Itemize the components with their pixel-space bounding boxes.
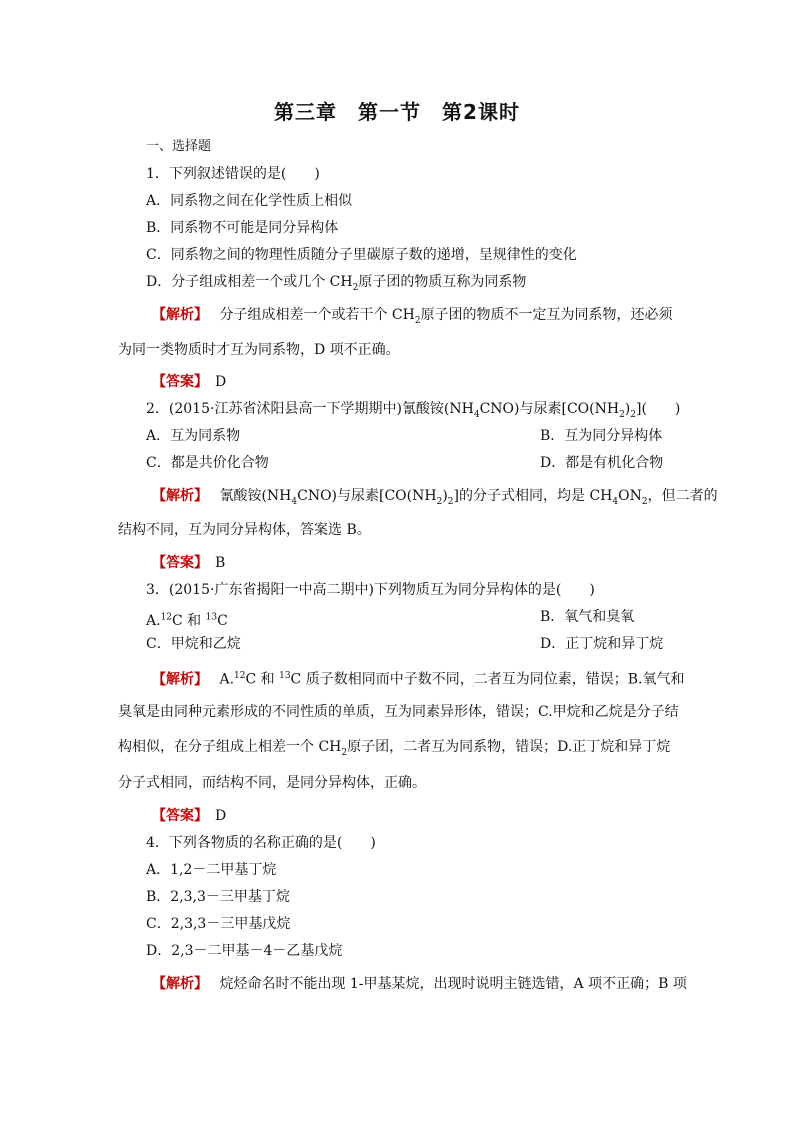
q3-analysis-line2: 臭氧是由同种元素形成的不同性质的单质，互为同素异形体，错误；C.甲烷和乙烷是分子结 bbox=[118, 704, 679, 720]
answer-tag: 【 答案 】 bbox=[152, 374, 201, 390]
q4-option-a: A．1,2－二甲基丁烷 bbox=[146, 862, 277, 878]
analysis-tag: 【 解析 】 bbox=[152, 488, 201, 504]
q2-analysis: 【 解析 】 氰酸铵$(NH_4CNO)$与尿素$[CO(NH_2)_2]$的分子式相同，均是 $CH_4ON_2$，但二者的 bbox=[152, 486, 718, 512]
q1-analysis-cont: 为同一类物质时才互为同系物，D 项不正确。 bbox=[118, 342, 400, 358]
q3-analysis: 【 解析 】 A.$^{12}$C 和 $^{13}$C 质子数相同而中子数不同，二者互为同位素，错误；B.氧气和 bbox=[152, 666, 684, 690]
q3-answer: 【 答案 】 D bbox=[152, 806, 226, 826]
q3-option-c: C．甲烷和乙烷 bbox=[146, 636, 241, 652]
q3-analysis-line4: 分子式相同，而结构不同，是同分异构体，正确。 bbox=[118, 775, 426, 791]
q4-option-c: C．2,3,3－三甲基戊烷 bbox=[146, 916, 291, 932]
q3-option-d: D．正丁烷和异丁烷 bbox=[540, 636, 664, 652]
q2-options-row1 bbox=[146, 426, 663, 446]
q4-option-d: D．2,3－二甲基－4－乙基戊烷 bbox=[146, 943, 343, 959]
analysis-tag: 【 解析 】 bbox=[152, 307, 201, 323]
analysis-tag: 【 解析 】 bbox=[152, 976, 201, 992]
q2-analysis-cont: 结构不同，互为同分异构体，答案选 B。 bbox=[118, 522, 371, 538]
q1-option-b: B．同系物不可能是同分异构体 bbox=[146, 220, 339, 236]
analysis-tag: 【 解析 】 bbox=[152, 672, 201, 688]
q3-option-a: A.$^{12}$C 和 $^{13}$C bbox=[146, 612, 228, 629]
q4-option-b: B．2,3,3－三甲基丁烷 bbox=[146, 889, 290, 905]
q1-option-c: C．同系物之间的物理性质随分子里碳原子数的递增，呈规律性的变化 bbox=[146, 247, 577, 263]
q3-options-row1 bbox=[146, 607, 635, 631]
q2-option-c: C．都是共价化合物 bbox=[146, 455, 269, 471]
q4-stem: 4．下列各物质的名称正确的是( ) bbox=[146, 835, 376, 851]
q4-analysis: 【 解析 】 烷烃命名时不能出现 1-甲基某烷，出现时说明主链选错，A 项不正确；B 项 bbox=[152, 974, 687, 994]
q3-stem: 3．(2015·广东省揭阳一中高二期中)下列物质互为同分异构体的是( ) bbox=[146, 582, 595, 598]
answer-tag: 【 答案 】 bbox=[152, 808, 201, 824]
q2-option-a: A．互为同系物 bbox=[146, 428, 241, 444]
q2-option-b: B．互为同分异构体 bbox=[540, 428, 663, 444]
q2-option-d: D．都是有机化合物 bbox=[540, 455, 664, 471]
q1-option-d: D．分子组成相差一个或几个 $CH_2$原子团的物质互称为同系物 bbox=[146, 274, 527, 293]
q1-stem: 1．下列叙述错误的是( ) bbox=[146, 166, 320, 182]
q1-answer: 【 答案 】 D bbox=[152, 372, 226, 392]
page-title: 第三章 第一节 第2课时 bbox=[274, 100, 520, 124]
q2-options-row2 bbox=[146, 453, 664, 473]
q3-option-b: B．氧气和臭氧 bbox=[540, 609, 635, 625]
answer-tag: 【 答案 】 bbox=[152, 555, 201, 571]
section-heading: 一、选择题 bbox=[146, 139, 212, 154]
q2-stem: 2．(2015·江苏省沭阳县高一下学期期中)氰酸铵$(NH_4CNO)$与尿素$[CO(NH_2)_2]$( ) bbox=[146, 401, 681, 420]
q3-analysis-line3: 构相似，在分子组成上相差一个 $CH_2$原子团，二者互为同系物，错误；D.正丁烷和异丁烷 bbox=[118, 739, 671, 758]
q1-option-a: A．同系物之间在化学性质上相似 bbox=[146, 193, 353, 209]
q2-answer: 【 答案 】 B bbox=[152, 553, 225, 573]
q3-options-row2 bbox=[146, 634, 664, 654]
q1-analysis: 【 解析 】 分子组成相差一个或若干个 $CH_2$原子团的物质不一定互为同系物，还必须 bbox=[152, 305, 673, 331]
